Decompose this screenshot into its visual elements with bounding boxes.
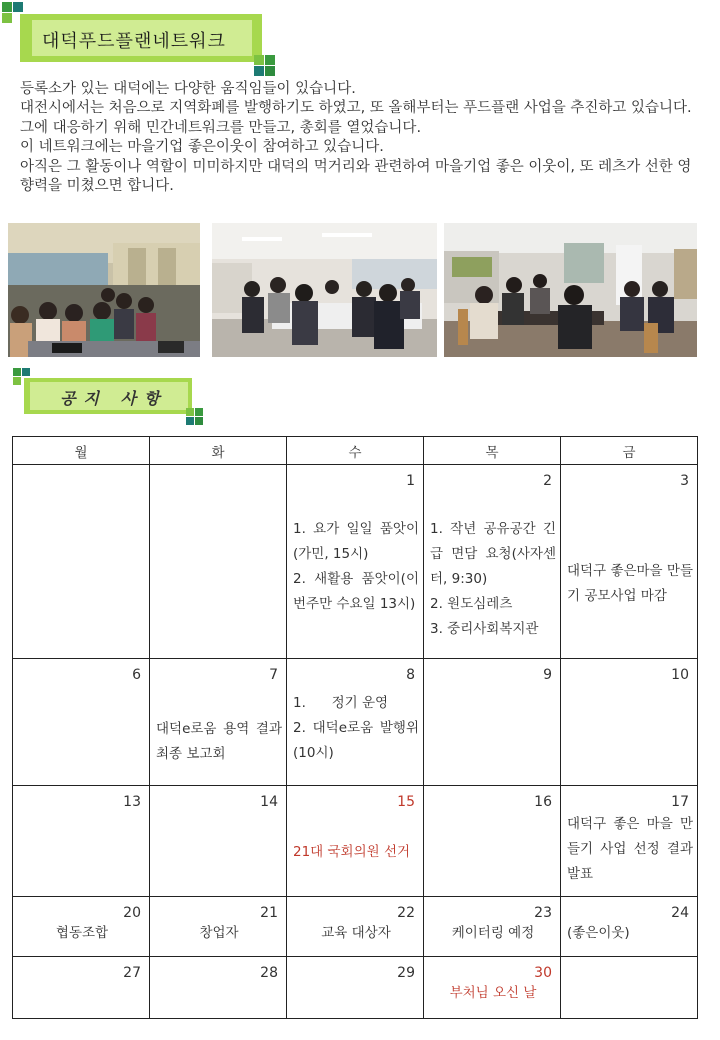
day-cell	[287, 786, 424, 897]
day-number: 1	[406, 473, 415, 489]
meeting-photo-2	[212, 223, 437, 357]
day-cell	[150, 957, 287, 1019]
day-number: 7	[269, 667, 278, 683]
day-cell	[561, 786, 698, 897]
day-cell	[287, 957, 424, 1019]
weekday-wed: 수	[287, 437, 424, 465]
day-number: 10	[671, 667, 689, 683]
meeting-photo-3	[444, 223, 697, 357]
intro-line: 이 네트워크에는 마을기업 좋은이웃이 참여하고 있습니다.	[20, 139, 384, 156]
event-item: (좋은이웃)	[567, 925, 630, 941]
day-cell	[561, 897, 698, 957]
day-cell	[561, 465, 698, 659]
deco-square	[254, 55, 264, 65]
day-number: 28	[260, 965, 278, 981]
day-number: 2	[543, 473, 552, 489]
day-events	[287, 517, 423, 617]
day-cell-empty	[561, 957, 698, 1019]
header-banner	[20, 14, 262, 62]
day-number: 8	[406, 667, 415, 683]
notice-title: 공지 사항	[60, 389, 168, 408]
calendar-table	[12, 436, 698, 1019]
day-cell	[150, 659, 287, 786]
weekday-header-row	[13, 437, 698, 465]
day-number: 27	[123, 965, 141, 981]
day-cell	[424, 897, 561, 957]
day-number: 9	[543, 667, 552, 683]
weekday-fri: 금	[561, 437, 698, 465]
day-cell	[13, 659, 150, 786]
deco-square	[195, 408, 203, 416]
deco-square	[186, 417, 194, 425]
calendar-week-4	[13, 897, 698, 957]
weekday-tue: 화	[150, 437, 287, 465]
event-item: 협동조합	[55, 925, 109, 941]
day-number: 17	[671, 794, 689, 810]
event-item: 2. 새활용 품앗이(이번주만 수요일 13시)	[293, 571, 419, 612]
deco-square	[13, 377, 21, 385]
day-number-holiday: 15	[397, 794, 415, 810]
day-cell	[424, 957, 561, 1019]
day-cell	[424, 786, 561, 897]
calendar-week-3	[13, 786, 698, 897]
day-number: 24	[671, 905, 689, 921]
deco-square	[2, 13, 12, 23]
event-item: 케이터링 예정	[451, 925, 535, 941]
day-cell	[424, 659, 561, 786]
event-item: 교육 대상자	[321, 925, 391, 941]
day-events	[561, 559, 697, 609]
day-cell	[287, 659, 424, 786]
day-cell	[287, 465, 424, 659]
day-events	[561, 812, 697, 887]
day-cell	[13, 897, 150, 957]
day-number-holiday: 30	[534, 965, 552, 981]
day-events	[150, 717, 286, 767]
meeting-photo-1	[8, 223, 200, 357]
day-cell	[150, 786, 287, 897]
intro-line: 그에 대응하기 위해 민간네트워크를 만들고, 총회를 열었습니다.	[20, 119, 422, 136]
event-item: 1. 작년 공유공간 긴급 면담 요청(사자센터, 9:30)	[430, 521, 556, 587]
day-events	[287, 691, 423, 766]
event-item: 대덕e로움 용역 결과 최종 보고회	[156, 721, 282, 762]
day-number: 3	[680, 473, 689, 489]
day-cell	[150, 897, 287, 957]
weekday-thu: 목	[424, 437, 561, 465]
deco-square	[186, 408, 194, 416]
intro-line: 아직은 그 활동이나 역할이 미미하지만 대덕의 먹거리와 관련하여 마을기업 좋은 이웃이, 또 레츠가 선한 영향력을 미쳤으면 합니다.	[20, 158, 692, 195]
deco-square	[22, 368, 30, 376]
calendar-week-2	[13, 659, 698, 786]
event-item: 1. 요가 일일 품앗이(가민, 15시)	[293, 521, 419, 562]
day-number: 22	[397, 905, 415, 921]
notice-banner	[24, 378, 192, 414]
day-cell	[424, 465, 561, 659]
day-number: 20	[123, 905, 141, 921]
day-cell-empty	[13, 465, 150, 659]
day-number: 23	[534, 905, 552, 921]
deco-square	[13, 368, 21, 376]
weekday-mon: 월	[13, 437, 150, 465]
event-item: 대덕구 좋은 마을 만들기 사업 선정 결과발표	[567, 816, 693, 882]
deco-square	[265, 55, 275, 65]
deco-square	[2, 2, 12, 12]
page-title: 대덕푸드플랜네트워크	[42, 31, 226, 52]
holiday-label: 21대 국회의원 선거	[293, 844, 411, 860]
deco-square	[195, 417, 203, 425]
event-item: 3. 중리사회복지관	[430, 621, 539, 637]
day-number: 21	[260, 905, 278, 921]
event-item: 대덕구 좋은마을 만들기 공모사업 마감	[567, 563, 693, 604]
event-item: 1. 정기 운영	[293, 695, 389, 711]
holiday-label: 부처님 오신 날	[449, 985, 537, 1001]
day-number: 6	[132, 667, 141, 683]
intro-line: 대전시에서는 처음으로 지역화폐를 발행하기도 하였고, 또 올해부터는 푸드플랜 사업을 추진하고 있습니다.	[20, 100, 692, 117]
day-number: 13	[123, 794, 141, 810]
event-item: 2. 원도심레츠	[430, 596, 513, 612]
day-number: 14	[260, 794, 278, 810]
intro-line: 등록소가 있는 대덕에는 다양한 움직임들이 있습니다.	[20, 81, 356, 97]
day-cell-empty	[150, 465, 287, 659]
day-cell	[13, 786, 150, 897]
event-item: 2. 대덕e로움 발행위(10시)	[293, 720, 419, 761]
day-cell	[13, 957, 150, 1019]
day-events	[287, 840, 423, 865]
intro-text	[20, 80, 700, 196]
day-number: 29	[397, 965, 415, 981]
deco-square	[265, 66, 275, 76]
day-cell	[287, 897, 424, 957]
calendar-week-5	[13, 957, 698, 1019]
day-cell	[561, 659, 698, 786]
calendar-week-1	[13, 465, 698, 659]
event-item: 창업자	[199, 925, 239, 941]
deco-square	[254, 66, 264, 76]
day-events	[424, 517, 560, 642]
deco-square	[13, 2, 23, 12]
day-number: 16	[534, 794, 552, 810]
